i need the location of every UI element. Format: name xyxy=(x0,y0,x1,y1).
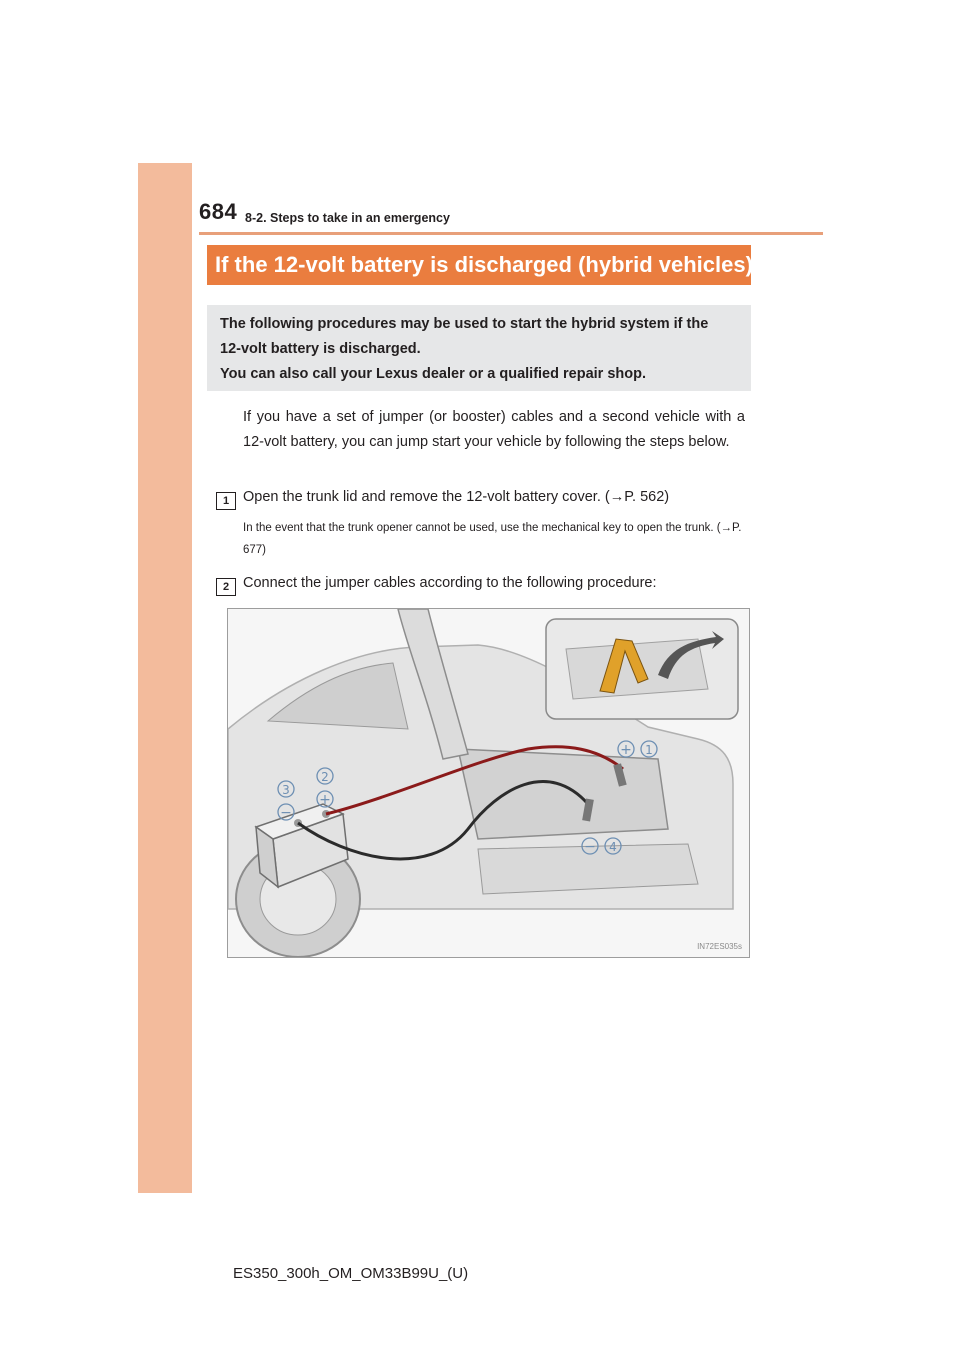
step-text: Open the trunk lid and remove the 12-volt battery cover. (→P. 562) xyxy=(243,489,670,505)
car-battery-diagram xyxy=(228,609,749,957)
step-number-badge: 2 xyxy=(216,578,236,596)
step-text: Connect the jumper cables according to the following procedure: xyxy=(243,575,657,591)
jump-start-illustration xyxy=(227,608,750,958)
trunk-opening xyxy=(458,749,668,839)
side-tab xyxy=(138,163,192,1193)
footer-doc-code: ES350_300h_OM_OM33B99U_(U) xyxy=(233,1265,469,1282)
callout-number: 4 xyxy=(609,840,617,854)
intro-line: 12-volt battery is discharged. xyxy=(220,341,421,357)
figure-code: IN72ES035s xyxy=(697,942,742,951)
running-head: 8-2. Steps to take in an emergency xyxy=(245,211,450,225)
minus-sign: − xyxy=(584,839,596,855)
intro-line: The following procedures may be used to start the hybrid system if the xyxy=(220,316,709,332)
page-number: 684 xyxy=(199,199,238,224)
callout-number: 2 xyxy=(321,770,329,784)
step-number-badge: 1 xyxy=(216,492,236,510)
header-rule xyxy=(199,232,823,235)
callout-number: 1 xyxy=(645,743,653,757)
plus-sign: + xyxy=(620,742,632,758)
step-note: In the event that the trunk opener cannot be used, use the mechanical key to open the trunk. (→P. 677) xyxy=(243,522,742,556)
minus-sign: − xyxy=(280,805,292,821)
plus-sign: + xyxy=(319,792,331,808)
intro-box xyxy=(207,305,751,391)
intro-line: You can also call your Lexus dealer or a qualified repair shop. xyxy=(220,366,647,382)
body-paragraph: If you have a set of jumper (or booster) cables and a second vehicle with a 12-volt battery, you can jump start your vehicle by following the steps below. xyxy=(243,409,745,450)
callout-number: 3 xyxy=(282,783,290,797)
section-title: If the 12-volt battery is discharged (hybrid vehicles) xyxy=(207,245,751,285)
